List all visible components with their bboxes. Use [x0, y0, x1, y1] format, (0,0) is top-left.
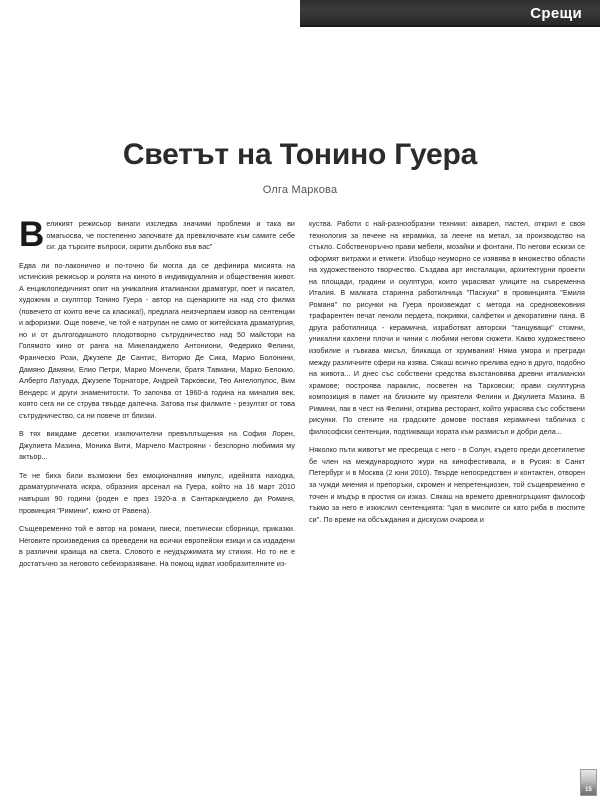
paragraph: Те не биха били възможни без емоционалния импулс, идейната находка, драматургичната искра, образния арсенал на Гуера, който на 16 март 2010 навърши 90 години (роден е през 1920-а в Сантарканджело ди Романя, провинция "Римини", южно от Равена). [19, 470, 295, 515]
section-banner [300, 0, 600, 27]
paragraph: куства. Работи с най-разнообразни техники: акварел, пастел, открил е своя технология за печене на керамика, за леене на метал, за производство на стъкло. Собственоръчно прави мебели, мозайки и фонтани. По негови ескизи се оформят витражи и етикети. Изобщо неуморно се изявява в множество области на художественото творчество. Създава арт инсталации, архитектурни проекти на площади, градини и скулптури, които украсяват улиците на съвременна Италия. В малката старинна работилница "Паскуки" в провинцията "Емиля Романя" по рисунки на Гуера произвеждат с метода на средновековния трафарентен печат пеноли пердета, покривки, салфетки и декоративни пана. В друга работилница - керамична, изработват авторски "танцуващи" стомни, уникални кахлени плочи и чинии с любими негови сюжети. Какво художествено изобилие и гъвкава мисъл, бликаща от хрумвания! Няма умора и прегради между различните сфери на изява. Сякаш всичко прелива едно в друго, подобно на живота... И днес със собствени средства възстановява древни италиански храмове; построява параклис, посветен на Тарковски; прави скулптурна композиция в памет на близките му приятели Фелини и Джулиета Мазина. В Римини, пак в чест на Фелини, открива ресторант, който украсява със собствени рисунки. По стените на градските домове поставя керамични табличка с философски сентенции, подтикващи хората към размисъл и добри дела... [309, 219, 585, 436]
page-number-badge [580, 769, 597, 796]
page-number: 15 [585, 787, 592, 793]
column-right [309, 218, 585, 780]
paragraph: Няколко пъти животът ме пресреща с него - в Солун, където преди десетилетие бе член на международното жури на кинофестивала, и в Русия: в Санкт Петербург и в Москва (2 юни 2010). Твърде непосредствен и контактен, отворен за чужди мнения и препоръки, скромен и непретенциозен, той същевременно е точен и мъдър в простия си изказ. Сякаш на времето древногръцкият философ тъкмо за него е изкислил сентенцията: "цял в мислите си като риба в люспите си". По време на обсъждания и дискусии очарова и [309, 445, 585, 524]
article-header [0, 138, 600, 196]
article-body [19, 218, 585, 780]
paragraph: Същевременно той е автор на романи, пиеси, поетически сборници, приказки. Неговите произведения са преведени на всички европейски езици и са издадени в различни краища на света. Словото е неудържимата му стихия. Но то не е достатъчно за неговото себеизразяване. На помощ идват изобразителните из- [19, 524, 295, 568]
section-label: Срещи [530, 5, 582, 22]
page-header [0, 0, 600, 30]
column-left [19, 218, 295, 780]
page-title: Светът на Тонино Гуера [122, 138, 478, 171]
article-author: Олга Маркова [262, 184, 338, 196]
paragraph: В тях виждаме десетки изключителни превъплъщения на София Лорен, Джулиета Мазина, Моника Вити, Марчело Мастрояни - безспорно любимия му актьор... [19, 429, 295, 462]
paragraph: Едва ли по-лаконично и по-точно би могла да се дефинира мисията на истинския режисьор и ролята на киното в индивидуалния и обществения живот. А енциклопедичният опит на уникалния италиански драматург, поет и писател, художник и скулптор Тонино Гуера - автор на сценариите на над сто филма (повечето от които вече са класика!), предлага неизчерпаем извор на сентенции и афоризми. Още повече, че той е натрупан не само от житейската драматургия, но и от дългогодишното плодотворно сътрудничество над 50 майстори на Голямото кино от ранга на Микеланджело Антониони, Федерико Фелини, Франческо Рози, Джузепе Де Сантис, Виторио Де Сика, Марио Болонини, Дамяно Дамяни, Елио Петри, Марио Мончели, братя Тавиани, Марко Белокио, Алберто Латуада, Джузепе Торнаторе, Андрей Тарковски, Тео Ангелопулос, Вим Вендерс и други знаменитости. То започва от 1960-а година на миналия век, която сега ни се струва твърде далечна. Затова пък филмите - резултат от това сътрудничество, са ни повече от близки. [19, 260, 295, 420]
paragraph: Великият режисьор винаги изследва значими проблеми и така ви омагьосва, че постепенно започвате да превключвате към самите себе си: да търсите въпроси, скрити дълбоко във вас" [19, 218, 295, 254]
